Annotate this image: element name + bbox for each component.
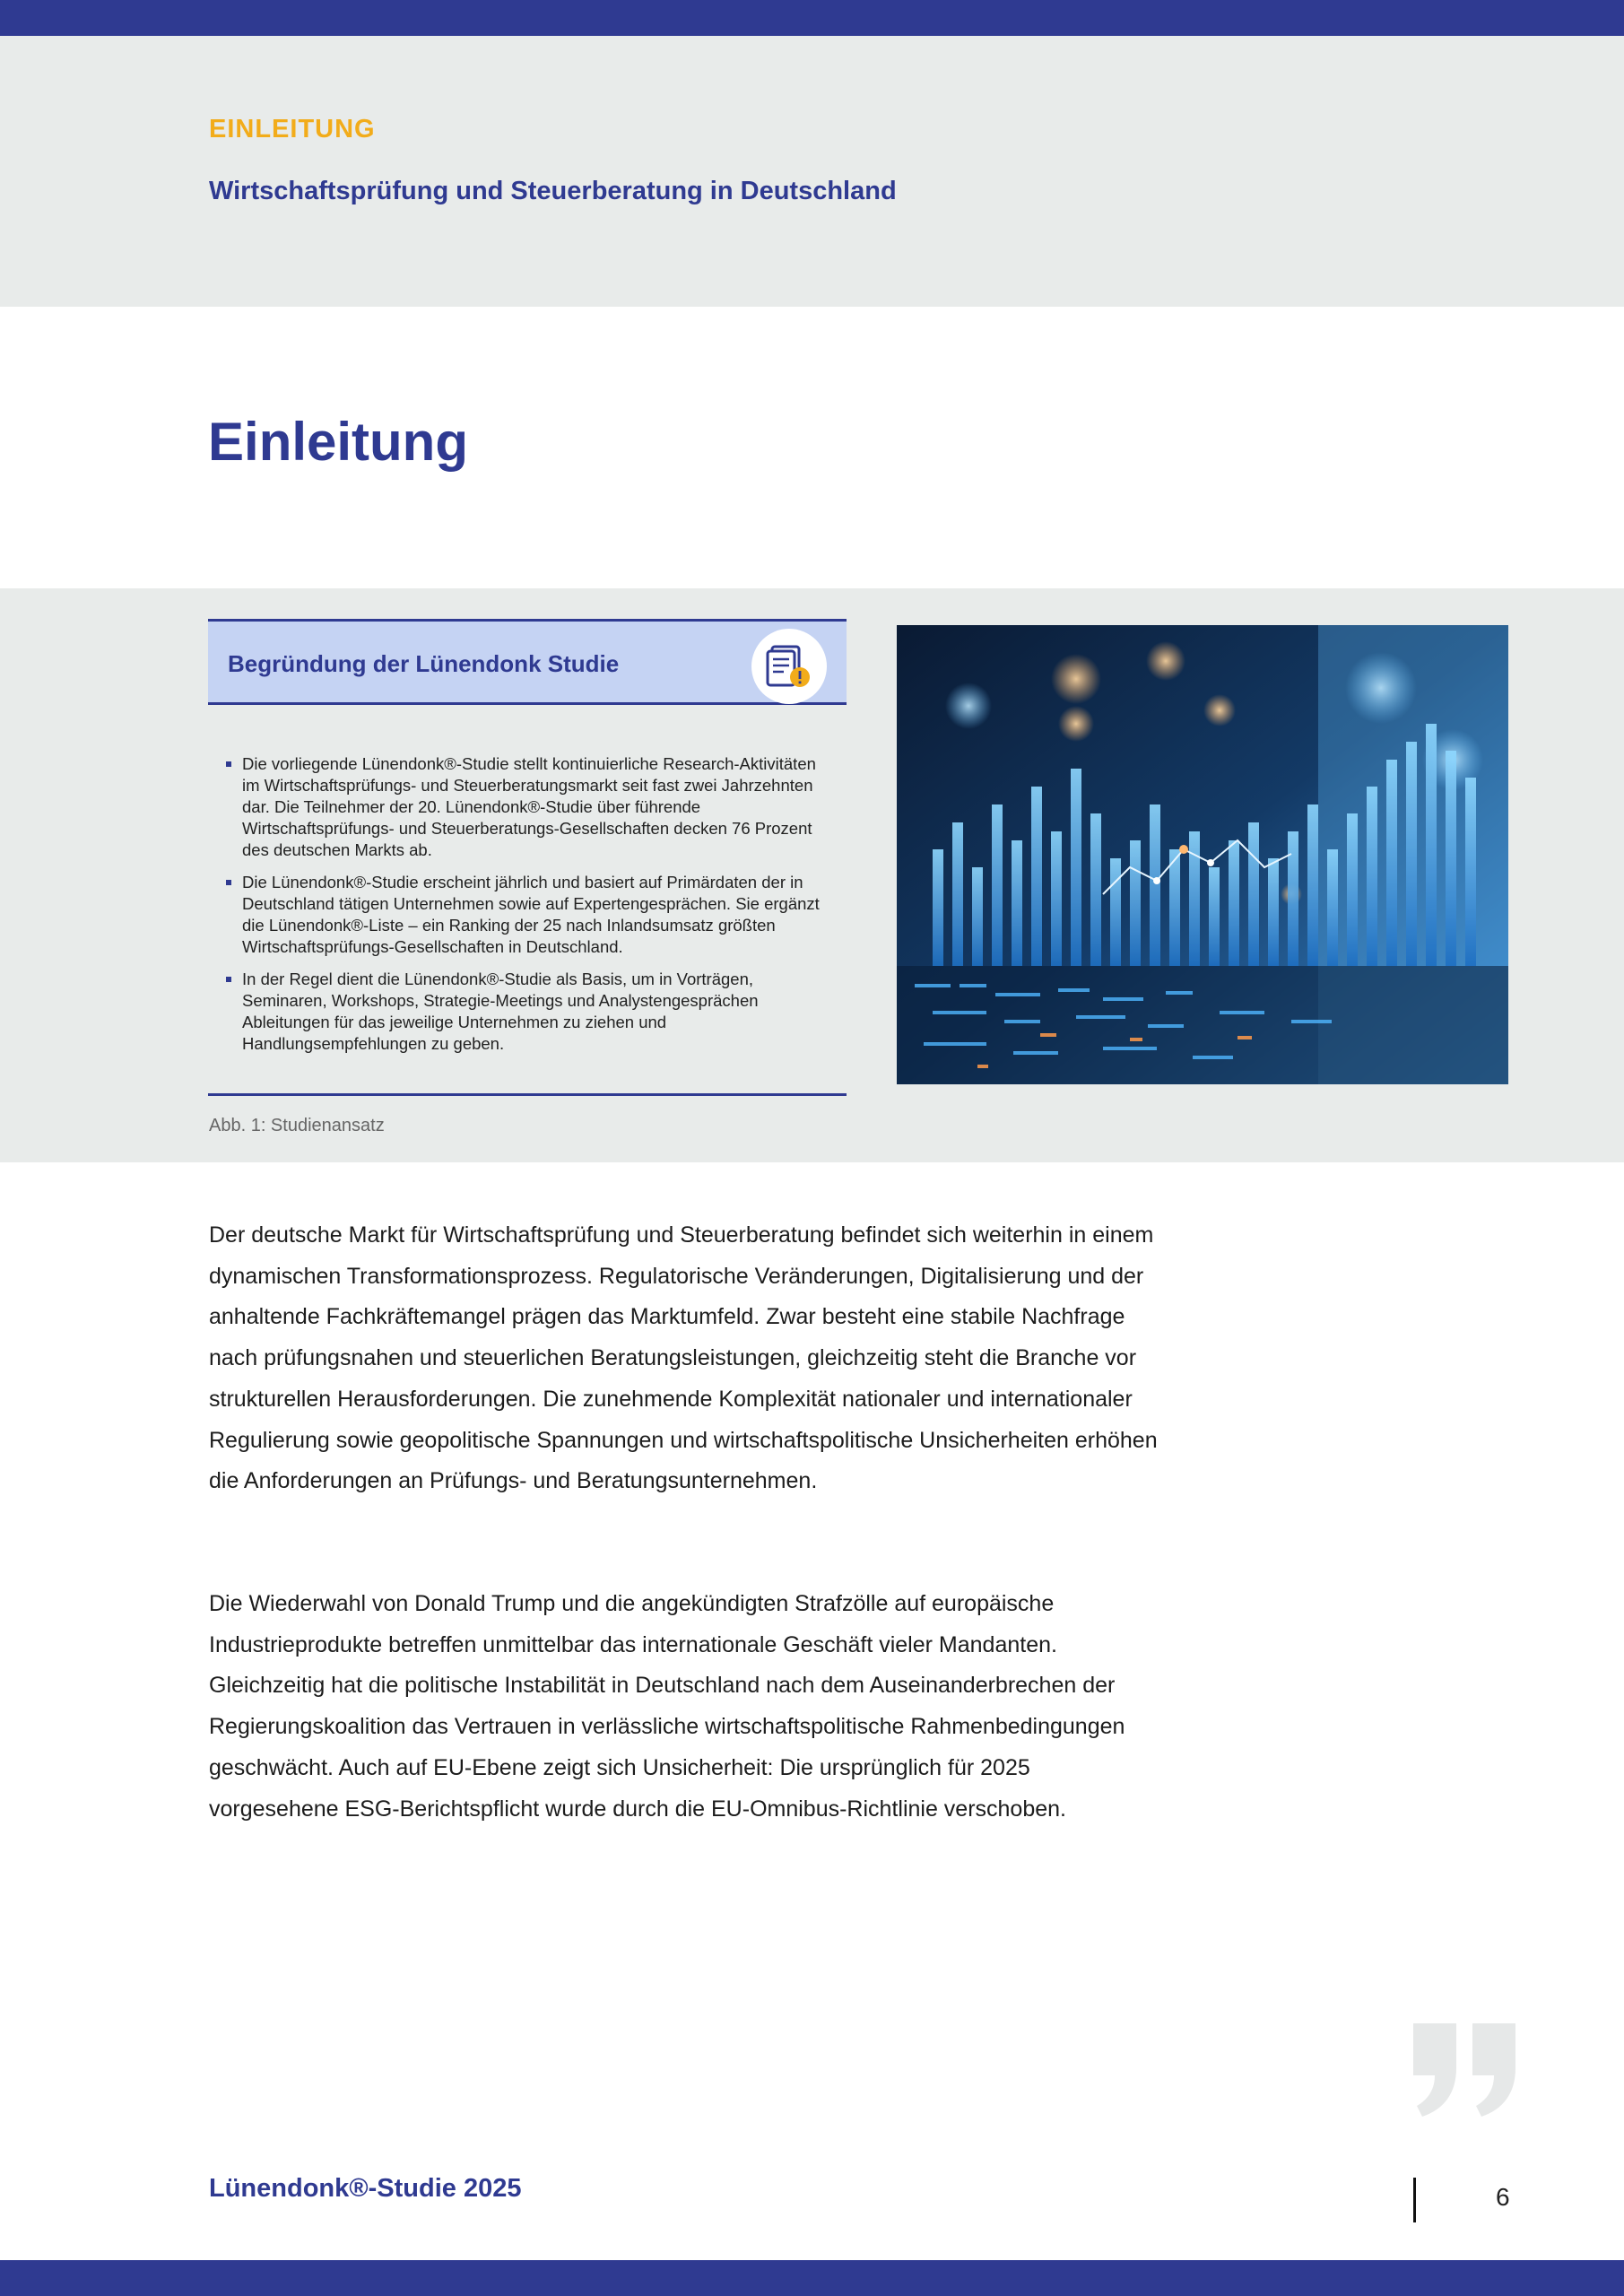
section-subtitle: Wirtschaftsprüfung und Steuerberatung in Deutschland (209, 177, 897, 205)
footer-brand: Lünendonk®-Studie 2025 (209, 2174, 522, 2203)
bottom-accent-bar (0, 2260, 1624, 2296)
page-number: 6 (1496, 2183, 1510, 2211)
bullet-item: In der Regel dient die Lünendonk®-Studie als Basis, um in Vorträgen, Seminaren, Workshops, Strategie-Meetings und Analystengesprächen Ableitungen für das jeweilige Unternehmen zu ziehen und Handlungsempfehlungen zu geben. (224, 969, 830, 1055)
figure-caption: Abb. 1: Studienansatz (209, 1116, 385, 1135)
quote-mark-icon (1408, 2016, 1524, 2128)
footer-divider (1413, 2178, 1416, 2222)
box-bottom-rule (208, 1093, 847, 1096)
body-paragraph: Der deutsche Markt für Wirtschaftsprüfung und Steuerberatung befindet sich weiterhin in einem dynamischen Transformationsprozess. Regulatorische Veränderungen, Digitalisierung und der anhaltende Fachkräftemangel prägen das Marktumfeld. Zwar besteht eine stabile Nachfrage nach prüfungsnahen und steuerlichen Beratungsleistungen, gleichzeitig steht die Branche vor strukturellen Herausforderungen. Die zunehmende Komplexität nationaler und internationaler Regulierung sowie geopolitische Spannungen und wirtschaftspolitische Unsicherheiten erhöhen die Anforderungen an Prüfungs- und Beratungsunternehmen. (209, 1222, 1158, 1494)
data-visualization-photo (897, 625, 1508, 1084)
bullet-item: Die Lünendonk®-Studie erscheint jährlich und basiert auf Primärdaten der in Deutschland tätigen Unternehmen sowie auf Expertengesprächen. Sie ergänzt die Lünendonk®-Liste – ein Ranking der 25 nach Inlandsumsatz größten Wirtschaftsprüfungs-Gesellschaften in Deutschland. (224, 872, 830, 958)
body-paragraph: Die Wiederwahl von Donald Trump und die angekündigten Strafzölle auf europäische Industrieprodukte betreffen unmittelbar das internationale Geschäft vieler Mandanten. Gleichzeitig hat die politische Instabilität in Deutschland nach dem Auseinanderbrechen der Regierungskoalition das Vertrauen in verlässliche wirtschaftspolitische Rahmenbedingungen geschwächt. Auch auf EU-Ebene zeigt sich Unsicherheit: Die ursprünglich für 2025 vorgesehene ESG-Berichtspflicht wurde durch die EU-Omnibus-Richtlinie verschoben. (209, 1591, 1125, 1822)
header-band (0, 36, 1624, 307)
section-kicker: EINLEITUNG (209, 115, 376, 144)
bullet-item: Die vorliegende Lünendonk®-Studie stellt kontinuierliche Research-Aktivitäten im Wirtschaftsprüfungs- und Steuerberatungsmarkt seit fast zwei Jahrzehnten dar. Die Teilnehmer der 20. Lünendonk®-Studie über führende Wirtschaftsprüfungs- und Steuerberatungs-Gesellschaften decken 76 Prozent des deutschen Markts ab. (224, 753, 830, 861)
study-rationale-bullets (224, 753, 830, 1065)
document-warning-icon (751, 629, 827, 704)
study-rationale-header (208, 619, 847, 705)
study-rationale-title: Begründung der Lünendonk Studie (228, 650, 620, 677)
study-rationale-box (208, 619, 847, 1096)
top-accent-bar (0, 0, 1624, 36)
page-title: Einleitung (208, 412, 468, 472)
